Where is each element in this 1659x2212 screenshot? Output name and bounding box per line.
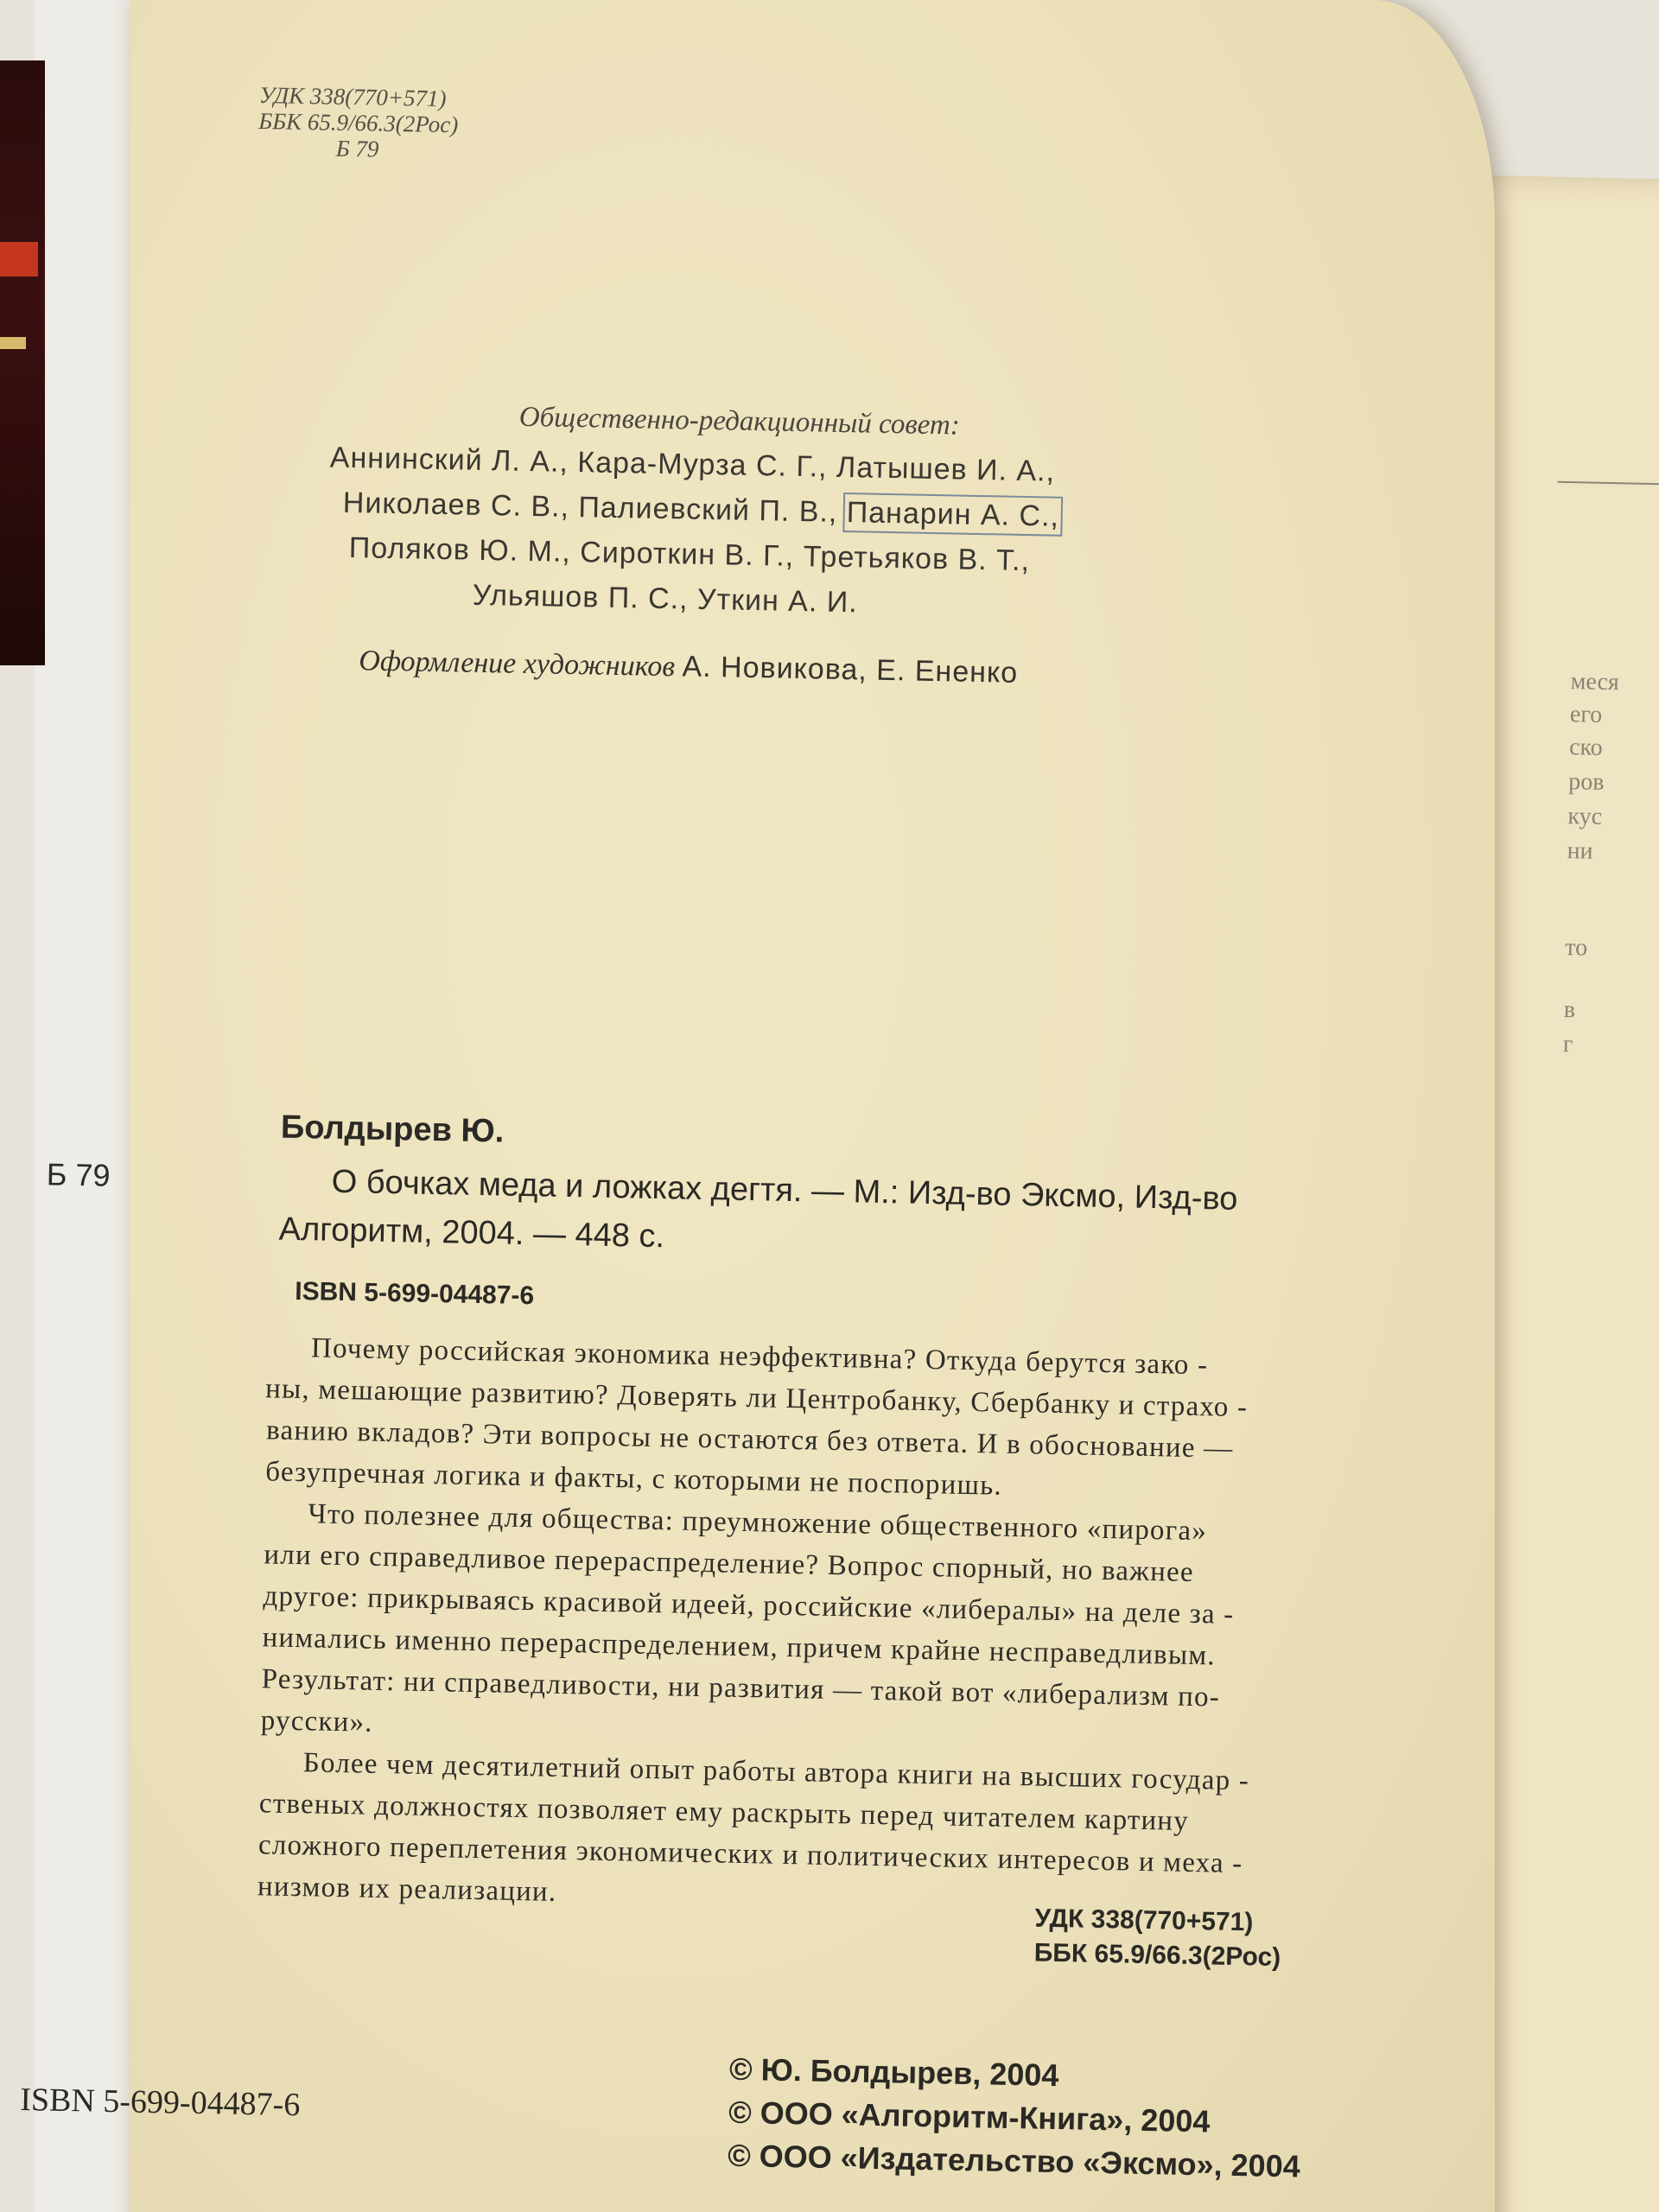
council-line: Аннинский Л. А., Кара-Мурза С. Г., Латышев И. А., — [329, 441, 1056, 488]
facing-page-rule — [1558, 481, 1659, 486]
council-heading: Общественно-редакционный совет: — [518, 401, 961, 442]
abstract-line: нимались именно перераспределением, причем крайне несправедливым. — [262, 1622, 1217, 1672]
cover-stripe — [0, 242, 38, 276]
bibliographic-line: Алгоритм, 2004. — 448 с. — [278, 1211, 665, 1255]
abstract-line: Результат: ни справедливости, ни развития — такой вот «либерализм по- — [261, 1663, 1221, 1713]
facing-fragment: ско — [1568, 734, 1604, 761]
abstract-line: русски». — [260, 1705, 374, 1738]
udk-line: УДК 338(770+571) — [258, 81, 447, 112]
abstract-line: Почему российская экономика неэффективна? Откуда берутся зако - — [310, 1332, 1209, 1382]
cover-stripe-gold — [0, 337, 26, 349]
facing-fragment: ров — [1567, 768, 1605, 796]
highlighted-name: Панарин А. С., — [846, 496, 1060, 533]
udk-footer — [1033, 1902, 1281, 1975]
bibliographic-code: Б 79 — [46, 1156, 111, 1193]
bibliographic-line: О бочках меда и ложках дегтя. — М.: Изд-во Эксмо, Изд-во — [331, 1163, 1238, 1217]
abstract-line: низмов их реализации. — [257, 1871, 557, 1908]
council-line-text: Николаев С. В., Палиевский П. В., — [342, 486, 838, 529]
isbn-footer: ISBN 5-699-04487-6 — [19, 2082, 301, 2124]
abstract-line: ны, мешающие развитию? Доверять ли Центробанку, Сбербанку и страхо - — [264, 1373, 1249, 1424]
design-names: А. Новикова, Е. Ененко — [682, 650, 1019, 690]
udk-header — [257, 82, 459, 163]
facing-fragment: г — [1562, 1031, 1573, 1058]
page-content — [19, 0, 1495, 2212]
facing-fragment: его — [1569, 701, 1603, 728]
copyright-line: © Ю. Болдырев, 2004 — [728, 2050, 1059, 2094]
abstract-line: сложного переплетения экономических и политических интересов и меха - — [257, 1829, 1243, 1880]
abstract-line: безупречная логика и факты, с которыми не поспоришь. — [264, 1456, 1003, 1502]
isbn-inline: ISBN 5-699-04487-6 — [295, 1276, 535, 1311]
abstract-line: другое: прикрываясь красивой идеей, российские «либералы» на деле за - — [263, 1580, 1235, 1630]
design-credit — [359, 644, 1018, 690]
abstract-line: или его справедливое перераспределение? Вопрос спорный, но важнее — [264, 1539, 1195, 1588]
facing-fragment: меся — [1570, 668, 1620, 696]
book-cover-edge — [0, 60, 45, 665]
abstract-line: Более чем десятилетний опыт работы автора книги на высших государ - — [302, 1747, 1250, 1797]
council-line — [342, 486, 1059, 534]
author-mark: Б 79 — [335, 135, 379, 162]
council-line: Поляков Ю. М., Сироткин В. Г., Третьяков В. Т., — [348, 531, 1031, 578]
abstract-line: Что полезнее для общества: преумножение общественного «пирога» — [308, 1498, 1208, 1548]
bbk-line: ББК 65.9/66.3(2Рос) — [258, 107, 459, 138]
bbk-line: ББК 65.9/66.3(2Рос) — [1033, 1938, 1281, 1972]
council-line: Ульяшов П. С., Уткин А. И. — [472, 578, 859, 620]
facing-fragment: ни — [1567, 837, 1593, 865]
facing-fragment: в — [1563, 996, 1576, 1024]
abstract-line: ственых должностях позволяет ему раскрыть перед читателем картину — [258, 1788, 1190, 1837]
book-page — [19, 0, 1495, 2212]
design-label: Оформление художников — [359, 645, 676, 683]
copyright-line: © ООО «Алгоритм-Книга», 2004 — [728, 2094, 1211, 2139]
facing-fragment: кус — [1567, 803, 1603, 830]
udk-line: УДК 338(770+571) — [1034, 1904, 1254, 1937]
facing-fragment: то — [1564, 934, 1588, 962]
abstract-line: ванию вкладов? Эти вопросы не остаются без ответа. И в обоснование — — [265, 1414, 1234, 1465]
author-name: Болдырев Ю. — [280, 1109, 505, 1150]
copyright-line: © ООО «Издательство «Эксмо», 2004 — [727, 2137, 1301, 2184]
